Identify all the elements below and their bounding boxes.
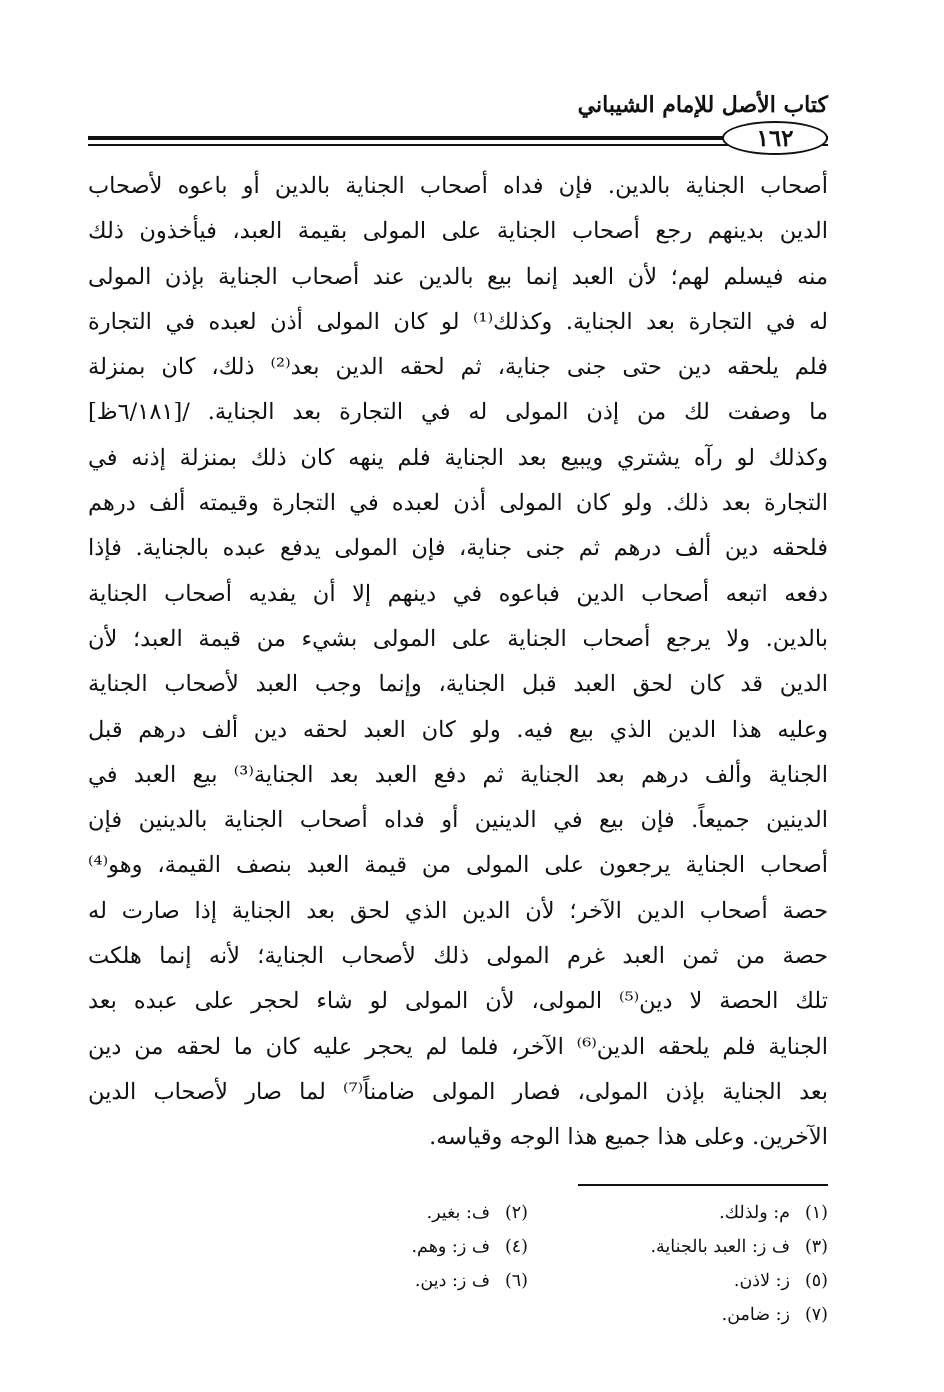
footnote-number: (٧) bbox=[804, 1305, 828, 1325]
text-line: تلك الحصة لا دين⁽⁵⁾ المولى، لأن المولى لو شاء لحجر على عبده بعد bbox=[88, 988, 828, 1015]
text-line: أصحاب الجناية بالدين. فإن فداه أصحاب الجناية بالدين أو باعوه لأصحاب bbox=[88, 173, 828, 199]
text-line: الدين بدينهم رجع أصحاب الجناية على المولى بقيمة العبد، فيأخذون ذلك bbox=[88, 218, 828, 245]
footnote-item bbox=[268, 1264, 528, 1298]
footnote-text: ف: بغير. bbox=[426, 1203, 490, 1223]
footnote-number: (٦) bbox=[504, 1271, 528, 1291]
text-line: فلحقه دين ألف درهم ثم جنى جناية، فإن المولى يدفع عبده بالجناية. فإذا bbox=[88, 535, 828, 562]
text-line: حصة أصحاب الدين الآخر؛ لأن الدين الذي لحق بعد الجناية إذا صارت له bbox=[88, 897, 828, 924]
text-line: أصحاب الجناية يرجعون على المولى من قيمة العبد بنصف القيمة، وهو⁽⁴⁾ bbox=[88, 852, 828, 879]
text-line: وكذلك لو رآه يشتري ويبيع بعد الجناية فلم ينهه كان ذلك بمنزلة إذنه في bbox=[88, 444, 828, 471]
text-line: وعليه هذا الدين الذي بيع فيه. ولو كان العبد لحقه دين ألف درهم قبل bbox=[88, 716, 828, 743]
text-line: حصة من ثمن العبد غرم المولى ذلك لأصحاب الجناية؛ لأنه إنما هلكت bbox=[88, 943, 828, 970]
footnote-item bbox=[268, 1196, 528, 1230]
footnote-item bbox=[268, 1230, 528, 1264]
footnote-text: م: ولذلك. bbox=[719, 1203, 790, 1223]
text-line: له في التجارة بعد الجناية. وكذلك⁽¹⁾ لو كان المولى أذن لعبده في التجارة bbox=[88, 308, 828, 335]
footnote-number: (٣) bbox=[804, 1237, 828, 1257]
body-text bbox=[88, 164, 828, 1161]
running-header-title: كتاب الأصل للإمام الشيباني bbox=[577, 92, 828, 118]
text-line: ما وصفت لك من إذن المولى له في التجارة بعد الجناية. /[٦/١٨١ظ] bbox=[88, 399, 828, 426]
footnote-text: ز: ضامن. bbox=[721, 1305, 790, 1325]
footnote-text: ف ز: دين. bbox=[414, 1271, 490, 1291]
footnote-item bbox=[528, 1264, 828, 1298]
text-line: التجارة بعد ذلك. ولو كان المولى أذن لعبده في التجارة وقيمته ألف درهم bbox=[88, 490, 828, 517]
footnote-number: (٢) bbox=[504, 1203, 528, 1223]
footnote-item bbox=[528, 1230, 828, 1264]
header-rule-thin bbox=[88, 144, 828, 146]
page-number-badge bbox=[722, 121, 828, 155]
footnote-item bbox=[528, 1298, 828, 1332]
text-line: بعد الجناية بإذن المولى، فصار المولى ضامناً⁽⁷⁾ لما صار لأصحاب الدين bbox=[88, 1078, 828, 1105]
footnote-text: ف ز: وهم. bbox=[411, 1237, 490, 1257]
text-line: الجناية فلم يلحقه الدين⁽⁶⁾ الآخر، فلما لم يحجر عليه كان ما لحقه من دين bbox=[88, 1033, 828, 1060]
footnote-number: (١) bbox=[804, 1203, 828, 1223]
text-line: دفعه اتبعه أصحاب الدين فباعوه في دينهم إلا أن يفديه أصحاب الجناية bbox=[88, 580, 828, 607]
footnote-item bbox=[528, 1196, 828, 1230]
text-line: فلم يلحقه دين حتى جنى جناية، ثم لحقه الدين بعد⁽²⁾ ذلك، كان بمنزلة bbox=[88, 354, 828, 381]
footnotes bbox=[268, 1196, 828, 1332]
text-line: الدين قد كان لحق العبد قبل الجناية، وإنما وجب العبد لأصحاب الجناية bbox=[88, 671, 828, 698]
text-line: الدينين جميعاً. فإن بيع في الدينين أو فداه أصحاب الجناية بالدينين فإن bbox=[88, 807, 828, 834]
page-number: ١٦٢ bbox=[756, 124, 794, 152]
text-line: بالدين. ولا يرجع أصحاب الجناية على المولى بشيء من قيمة العبد؛ لأن bbox=[88, 625, 828, 652]
header-rule-thick bbox=[88, 136, 828, 140]
footnote-text: ز: لاذن. bbox=[733, 1271, 790, 1291]
text-line: منه فيسلم لهم؛ لأن العبد إنما بيع بالدين عند أصحاب الجناية بإذن المولى bbox=[88, 263, 828, 290]
footnote-number: (٤) bbox=[504, 1237, 528, 1257]
footnote-separator bbox=[578, 1184, 828, 1186]
footnote-number: (٥) bbox=[804, 1271, 828, 1291]
text-line: الجناية وألف درهم بعد الجناية ثم دفع العبد بعد الجناية⁽³⁾ بيع العبد في bbox=[88, 761, 828, 788]
footnote-text: ف ز: العبد بالجناية. bbox=[650, 1237, 790, 1257]
text-line: الآخرين. وعلى هذا جميع هذا الوجه وقياسه. bbox=[429, 1124, 828, 1151]
